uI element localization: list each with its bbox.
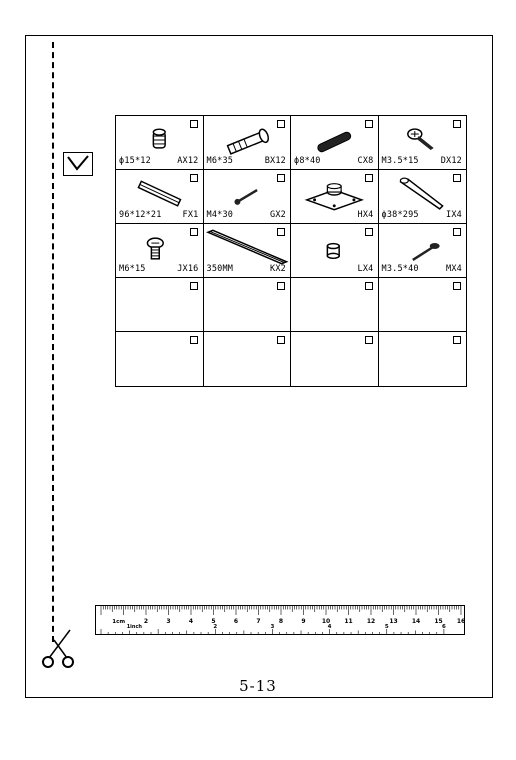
connector-bolt-icon <box>204 122 291 158</box>
empty-cell <box>204 332 292 386</box>
measuring-ruler <box>95 605 465 635</box>
short-screw-icon <box>379 122 467 158</box>
part-checkbox[interactable] <box>365 336 373 344</box>
part-cell <box>379 170 467 224</box>
ruler-inch-label: 3 <box>270 624 275 630</box>
leg-mount-plate-icon <box>291 176 378 212</box>
part-checkbox[interactable] <box>277 282 285 290</box>
flat-head-bolt-icon <box>116 230 203 266</box>
part-spec: M3.5*15 <box>381 156 419 166</box>
wooden-dowel-icon <box>291 122 378 158</box>
ruler-cm-label: 2 <box>143 618 149 625</box>
part-checkbox[interactable] <box>365 282 373 290</box>
foot-cap-icon <box>291 230 378 266</box>
part-code: CX8 <box>357 156 374 166</box>
ruler-inch-label: 6 <box>441 624 446 630</box>
part-cell <box>379 224 467 278</box>
empty-cell <box>379 332 467 386</box>
scissors-icon <box>40 628 80 670</box>
empty-cell <box>291 278 379 332</box>
cam-lock-icon <box>116 122 203 158</box>
ruler-cm-label: 12 <box>366 618 376 625</box>
tapered-leg-icon <box>379 176 467 212</box>
part-cell <box>204 116 292 170</box>
ruler-cm-label: 14 <box>411 618 421 625</box>
part-spec: M6*15 <box>119 264 146 274</box>
part-code: AX12 <box>177 156 199 166</box>
ruler-inch-label: 5 <box>384 624 389 630</box>
drawer-slide-icon <box>204 230 291 266</box>
ruler-cm-unit: 1cm <box>112 619 126 625</box>
long-screw-icon <box>204 176 291 212</box>
ruler-cm-label: 10 <box>321 618 331 625</box>
ruler-cm-label: 5 <box>211 618 216 625</box>
part-cell <box>116 224 204 278</box>
ruler-inch-label: 2 <box>213 624 218 630</box>
part-checkbox[interactable] <box>190 282 198 290</box>
part-spec: ϕ38*295 <box>381 210 419 220</box>
part-cell <box>204 224 292 278</box>
ruler-cm-label: 7 <box>256 618 261 625</box>
part-checkbox[interactable] <box>277 336 285 344</box>
part-cell <box>291 116 379 170</box>
ruler-cm-label: 13 <box>389 618 398 625</box>
part-cell <box>204 170 292 224</box>
wood-screw-icon <box>379 230 467 266</box>
checkmark-icon <box>63 152 93 176</box>
part-cell <box>291 224 379 278</box>
empty-cell <box>116 332 204 386</box>
ruler-scale <box>96 606 464 634</box>
handle-bar-icon <box>116 176 203 212</box>
empty-cell <box>379 278 467 332</box>
part-checkbox[interactable] <box>190 336 198 344</box>
part-code: JX16 <box>177 264 199 274</box>
part-code: LX4 <box>357 264 374 274</box>
empty-cell <box>291 332 379 386</box>
part-code: FX1 <box>182 210 199 220</box>
ruler-cm-label: 11 <box>344 618 353 625</box>
part-cell <box>291 170 379 224</box>
part-code: GX2 <box>270 210 286 220</box>
part-code: DX12 <box>440 156 462 166</box>
empty-cell <box>116 278 204 332</box>
part-code: BX12 <box>264 156 286 166</box>
part-code: HX4 <box>357 210 374 220</box>
part-spec: M6*35 <box>206 156 234 166</box>
ruler-inch-unit: 1inch <box>126 624 142 630</box>
part-spec: 350MM <box>206 264 234 274</box>
ruler-cm-label: 9 <box>301 618 306 625</box>
ruler-cm-label: 6 <box>233 618 239 625</box>
part-checkbox[interactable] <box>453 282 461 290</box>
ruler-cm-label: 16 <box>456 618 466 625</box>
ruler-cm-label: 15 <box>434 618 443 625</box>
page-number: 5-13 <box>239 677 277 695</box>
ruler-cm-label: 8 <box>278 618 284 625</box>
part-code: KX2 <box>270 264 286 274</box>
cut-line <box>52 42 54 642</box>
part-spec: M3.5*40 <box>381 264 419 274</box>
part-spec: ϕ8*40 <box>294 156 321 166</box>
part-spec: ϕ15*12 <box>119 156 151 166</box>
part-cell <box>116 170 204 224</box>
parts-grid <box>115 115 467 387</box>
part-cell <box>116 116 204 170</box>
part-checkbox[interactable] <box>453 336 461 344</box>
part-code: MX4 <box>446 264 462 274</box>
ruler-cm-label: 3 <box>166 618 171 625</box>
part-cell <box>379 116 467 170</box>
empty-cell <box>204 278 292 332</box>
part-spec: M4*30 <box>206 210 234 220</box>
part-code: IX4 <box>446 210 462 220</box>
ruler-cm-label: 4 <box>188 618 194 625</box>
part-spec: 96*12*21 <box>119 210 162 220</box>
ruler-inch-label: 4 <box>327 624 332 630</box>
